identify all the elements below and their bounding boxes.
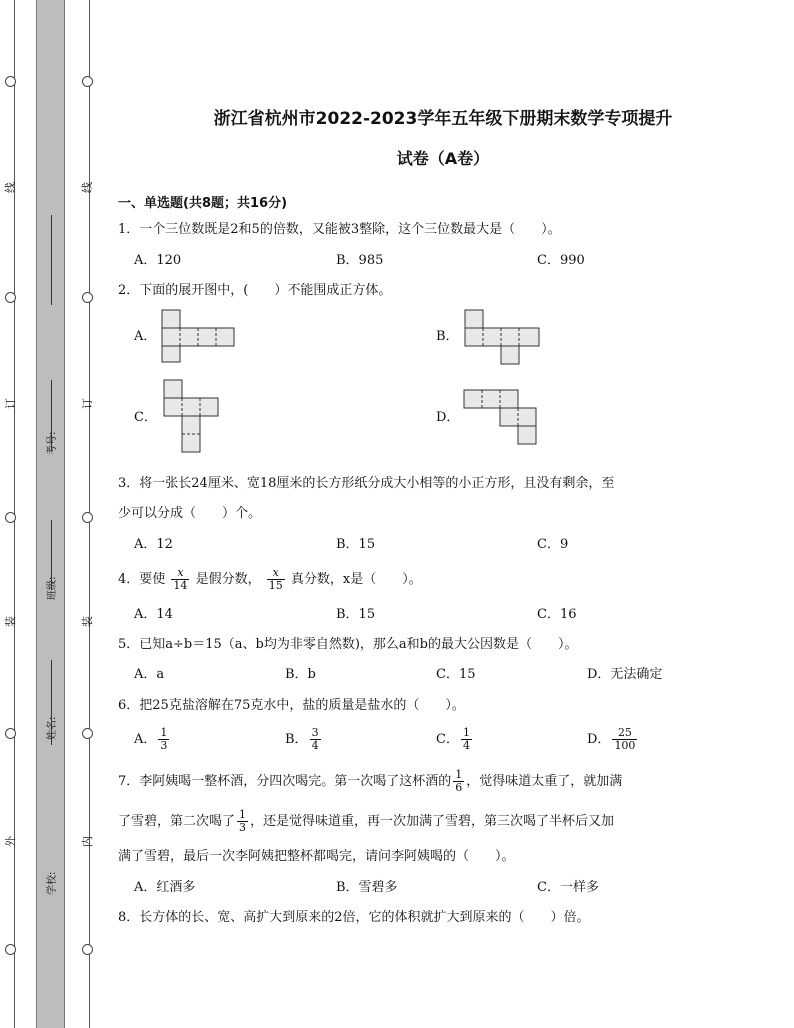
question-3-cont: 少可以分成（ ）个。 (118, 506, 262, 521)
margin-char: 内 (81, 836, 94, 847)
punch-hole (82, 944, 93, 955)
option-c[interactable]: C．16 (537, 607, 577, 622)
fraction: $\frac{1}{3}$ (160, 726, 168, 752)
q4-text: 4．要使 (118, 572, 166, 587)
margin-char: 线 (81, 182, 94, 193)
section-heading: 一、单选题(共8题；共16分) (118, 196, 288, 211)
option-c[interactable]: C．15 (436, 667, 476, 682)
option-a[interactable]: A．14 (134, 607, 173, 622)
option-c[interactable]: C．9 (537, 537, 569, 552)
page-subtitle: 试卷（A卷） (396, 149, 490, 168)
option-c[interactable]: C． $\frac{1}{4}$ (436, 726, 470, 752)
question-1: 1．一个三位数既是2和5的倍数，又能被3整除，这个三位数最大是（ ）。 (118, 222, 561, 237)
option-b[interactable]: B．15 (336, 537, 376, 552)
fraction: $\frac{3}{4}$ (311, 726, 319, 752)
option-d[interactable]: D． $\frac{25}{100}$ (587, 726, 636, 752)
question-3: 3．将一张长24厘米、宽18厘米的长方形纸分成大小相等的小正方形，且没有剩余，至 (118, 476, 615, 491)
margin-char: 装 (4, 616, 17, 627)
option-d[interactable]: D．无法确定 (587, 667, 663, 682)
question-2: 2．下面的展开图中，( ）不能围成正方体。 (118, 283, 392, 298)
fraction-x-15: $\frac{x}{15}$ (268, 566, 283, 592)
question-7: 7．李阿姨喝一整杯酒，分四次喝完。第一次喝了这杯酒的 $\frac{1}{6}$ ，觉得味道太重了，就加满 (118, 768, 623, 794)
margin-char: 外 (4, 836, 17, 847)
field-label: 考号: (47, 431, 58, 455)
option-b[interactable]: B． $\frac{3}{4}$ (285, 726, 319, 752)
school-field[interactable] (33, 660, 67, 895)
question-7-cont: 满了雪碧，最后一次李阿姨把整杯都喝完，请问李阿姨喝的（ ）。 (118, 849, 515, 864)
option-c[interactable]: C．一样多 (537, 880, 599, 895)
fraction: $\frac{25}{100}$ (614, 726, 636, 752)
punch-hole (5, 76, 16, 87)
option-a[interactable]: A．120 (134, 253, 182, 268)
cube-net-c-figure (162, 378, 224, 456)
fraction-x-14: $\frac{x}{14}$ (173, 566, 188, 592)
option-a[interactable]: A． (134, 329, 157, 344)
fraction-1-3: $\frac{1}{3}$ (239, 808, 247, 834)
cube-net-a-figure (160, 308, 240, 364)
margin-char: 线 (4, 182, 17, 193)
option-b[interactable]: B．15 (336, 607, 376, 622)
option-c[interactable]: C．990 (537, 253, 585, 268)
punch-hole (82, 76, 93, 87)
option-a[interactable]: A．a (134, 667, 165, 682)
punch-hole (82, 292, 93, 303)
field-label: 班级: (47, 576, 58, 600)
margin-char: 订 (81, 398, 94, 409)
question-6: 6．把25克盐溶解在75克水中，盐的质量是盐水的（ ）。 (118, 698, 465, 713)
exam-number-field[interactable] (33, 215, 67, 455)
option-a[interactable]: A．红酒多 (134, 880, 196, 895)
page-title: 浙江省杭州市2022-2023学年五年级下册期末数学专项提升 (213, 109, 673, 129)
field-label: 学校: (47, 871, 58, 895)
punch-hole (82, 512, 93, 523)
question-8: 8．长方体的长、宽、高扩大到原来的2倍，它的体积就扩大到原来的（ ）倍。 (118, 910, 590, 925)
field-label: 姓名: (47, 716, 58, 740)
question-5: 5．已知a÷b＝15（a、b均为非零自然数)，那么a和b的最大公因数是（ ）。 (118, 637, 578, 652)
q4-text: 真分数，x是（ ）。 (290, 572, 422, 587)
option-d[interactable]: D． (436, 410, 460, 425)
punch-hole (5, 292, 16, 303)
option-a[interactable]: A．12 (134, 537, 173, 552)
fraction: $\frac{1}{4}$ (462, 726, 470, 752)
cube-net-d-figure (462, 388, 542, 446)
option-b[interactable]: B．b (285, 667, 316, 682)
question-7-cont: 了雪碧，第二次喝了 $\frac{1}{3}$ ，还是觉得味道重，再一次加满了雪碧，第三次喝了半杯后又加 (118, 808, 615, 834)
punch-hole (5, 728, 16, 739)
cube-net-b-figure (463, 308, 543, 366)
option-b[interactable]: B． (436, 329, 459, 344)
option-b[interactable]: B．985 (336, 253, 384, 268)
class-field[interactable] (33, 380, 67, 600)
punch-hole (5, 512, 16, 523)
margin-char: 订 (4, 398, 17, 409)
punch-hole (82, 728, 93, 739)
question-4 (118, 566, 422, 594)
option-a[interactable]: A． $\frac{1}{3}$ (134, 726, 168, 752)
option-c[interactable]: C． (134, 410, 157, 425)
fraction-1-6: $\frac{1}{6}$ (455, 768, 463, 794)
option-b[interactable]: B．雪碧多 (336, 880, 398, 895)
q4-text: 是假分数， (195, 572, 261, 587)
name-field[interactable] (33, 520, 67, 740)
punch-hole (5, 944, 16, 955)
margin-char: 装 (81, 616, 94, 627)
